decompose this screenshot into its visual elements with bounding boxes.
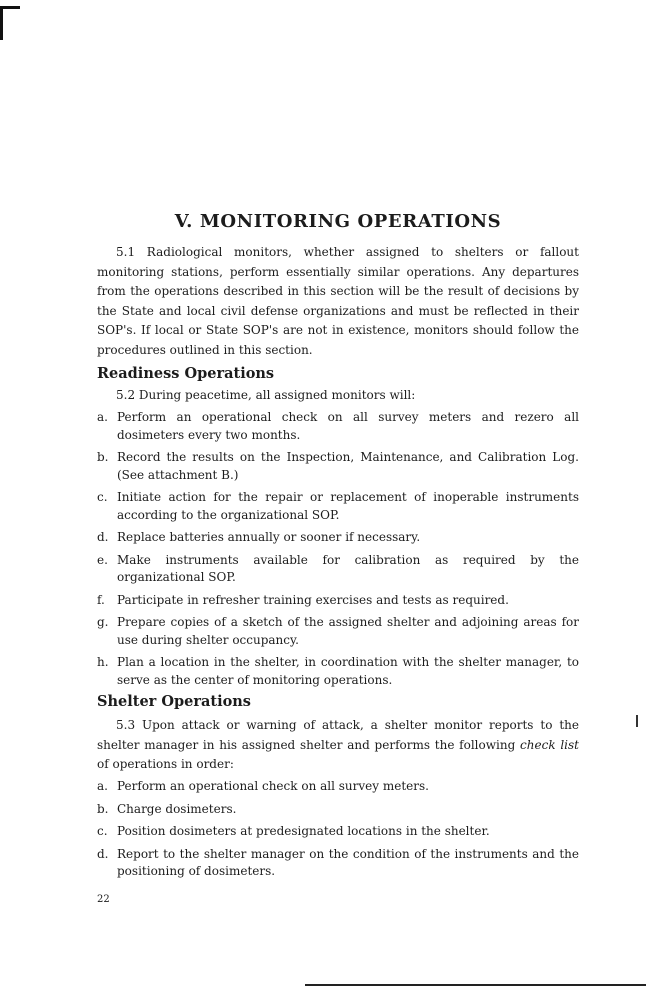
shelter-intro-before: 5.3 Upon attack or warning of attack, a shelter monitor reports to the shelter manager in his assigned shelter and performs the following [97,718,579,752]
list-item [97,449,579,484]
item-letter: b. [97,450,109,464]
readiness-list [97,409,579,694]
list-item [97,846,579,881]
item-letter: b. [97,801,109,816]
list-item [97,823,579,841]
item-text: Perform an operational check on all survey meters and rezero all dosimeters every two months. [117,410,579,442]
list-item [97,552,579,587]
list-item [97,592,579,610]
item-text: Record the results on the Inspection, Maintenance, and Calibration Log. (See attachment B.) [117,450,579,482]
item-text: Charge dosimeters. [117,801,237,816]
crop-mark-horizontal [0,6,20,9]
item-text: Replace batteries annually or sooner if necessary. [117,530,421,544]
item-text: Make instruments available for calibration as required by the organizational SOP. [117,552,579,584]
item-text: Plan a location in the shelter, in coordination with the shelter manager, to serve as the center of monitoring operations. [117,655,579,687]
bottom-rule [305,984,646,986]
page-number: 22 [97,894,110,905]
shelter-list [97,778,579,886]
item-letter: d. [97,530,109,544]
item-text: Participate in refresher training exercises and tests as required. [117,592,509,607]
item-letter: h. [97,655,109,669]
item-letter: d. [97,846,109,861]
list-item [97,489,579,524]
item-letter: c. [97,824,108,838]
crop-mark-vertical [0,6,3,40]
readiness-heading: Readiness Operations [97,365,275,382]
item-letter: g. [97,615,109,629]
readiness-intro: 5.2 During peacetime, all assigned monitors will: [116,388,416,402]
list-item [97,529,579,547]
shelter-intro [97,716,579,775]
chapter-title: V. MONITORING OPERATIONS [174,211,502,232]
shelter-intro-emphasis: check list [520,737,580,752]
item-text: Report to the shelter manager on the condition of the instruments and the positioning of dosimeters. [117,846,579,878]
item-letter: f. [97,592,105,607]
item-letter: a. [97,779,108,793]
item-letter: a. [97,410,108,424]
margin-tick-mark [636,715,638,727]
shelter-heading: Shelter Operations [97,693,251,710]
intro-paragraph: 5.1 Radiological monitors, whether assigned to shelters or fallout monitoring stations, perform essentially similar operations. Any departures from the operations described in this section will be the result of decisions by the State and local civil defense organizations and must be reflected in their SOP's. If local or State SOP's are not in existence, monitors should follow the procedures outlined in this section. [97,245,579,357]
list-item [97,654,579,689]
item-text: Prepare copies of a sketch of the assigned shelter and adjoining areas for use during shelter occupancy. [117,615,579,647]
shelter-intro-after: of operations in order: [97,757,234,771]
item-letter: e. [97,552,108,567]
list-item [97,614,579,649]
item-letter: c. [97,490,108,504]
item-text: Initiate action for the repair or replacement of inoperable instruments according to the organizational SOP. [117,490,579,522]
list-item [97,801,579,819]
list-item [97,409,579,444]
item-text: Position dosimeters at predesignated locations in the shelter. [117,824,490,838]
list-item [97,778,579,796]
item-text: Perform an operational check on all survey meters. [117,779,429,793]
